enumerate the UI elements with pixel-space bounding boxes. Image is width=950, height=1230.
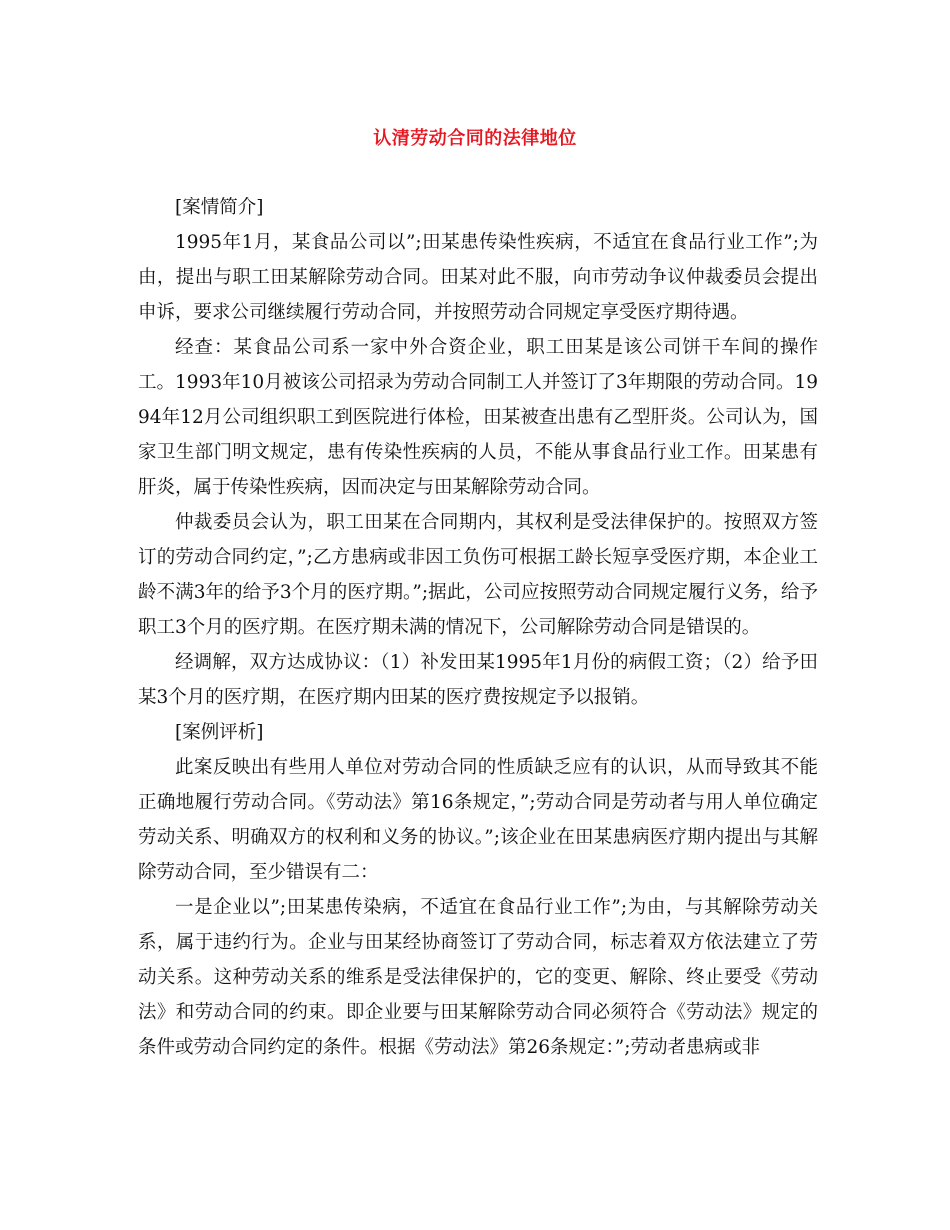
paragraph: 经调解，双方达成协议：（1）补发田某1995年1月份的病假工资；（2）给予田某3个月的医疗期，在医疗期内田某的医疗费按规定予以报销。 [138, 652, 818, 708]
case-analysis-heading: [案例评析] [175, 722, 264, 743]
case-intro-heading: [案情简介] [175, 197, 264, 218]
document-title: 认清劳动合同的法律地位 [373, 128, 577, 149]
paragraph: 此案反映出有些用人单位对劳动合同的性质缺乏应有的认识，从而导致其不能正确地履行劳动合同。《劳动法》第16条规定，”;劳动合同是劳动者与用人单位确定劳动关系、明确双方的权利和义务的协议。”;该企业在田某患病医疗期内提出与其解除劳动合同，至少错误有二： [138, 757, 818, 883]
paragraph: 仲裁委员会认为，职工田某在合同期内，其权利是受法律保护的。按照双方签订的劳动合同约定，”;乙方患病或非因工负伤可根据工龄长短享受医疗期，本企业工龄不满3年的给予3个月的医疗期。”;据此，公司应按照劳动合同规定履行义务，给予职工3个月的医疗期。在医疗期未满的情况下，公司解除劳动合同是错误的。 [138, 512, 818, 638]
paragraph: 经查：某食品公司系一家中外合资企业，职工田某是该公司饼干车间的操作工。1993年10月被该公司招录为劳动合同制工人并签订了3年期限的劳动合同。1994年12月公司组织职工到医院进行体检，田某被查出患有乙型肝炎。公司认为，国家卫生部门明文规定，患有传染性疾病的人员，不能从事食品行业工作。田某患有肝炎，属于传染性疾病，因而决定与田某解除劳动合同。 [138, 337, 818, 498]
document-body [138, 190, 818, 1065]
paragraph: 1995年1月，某食品公司以”;田某患传染性疾病，不适宜在食品行业工作”;为由，提出与职工田某解除劳动合同。田某对此不服，向市劳动争议仲裁委员会提出申诉，要求公司继续履行劳动合同，并按照劳动合同规定享受医疗期待遇。 [138, 232, 818, 323]
paragraph: 一是企业以”;田某患传染病，不适宜在食品行业工作”;为由，与其解除劳动关系，属于违约行为。企业与田某经协商签订了劳动合同，标志着双方依法建立了劳动关系。这种劳动关系的维系是受法律保护的，它的变更、解除、终止要受《劳动法》和劳动合同的约束。即企业要与田某解除劳动合同必须符合《劳动法》规定的条件或劳动合同约定的条件。根据《劳动法》第26条规定：”;劳动者患病或非 [138, 897, 818, 1058]
